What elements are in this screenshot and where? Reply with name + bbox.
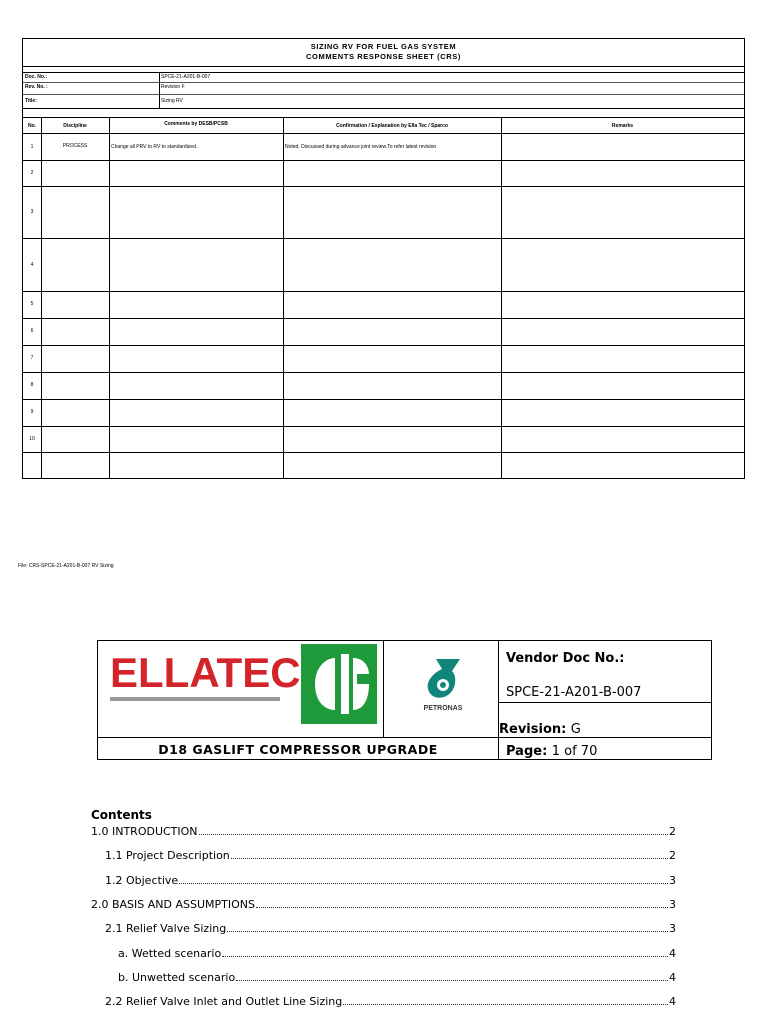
project-title: D18 GASLIFT COMPRESSOR UPGRADE: [158, 742, 438, 757]
toc-entry[interactable]: [118, 971, 676, 986]
toc-entry-title: 2.0 BASIS AND ASSUMPTIONS: [91, 898, 255, 911]
toc-entry[interactable]: [105, 922, 676, 937]
row-number: 9: [30, 409, 34, 415]
toc-entry[interactable]: [105, 874, 676, 889]
toc-entry-page: 4: [669, 995, 676, 1008]
crs-title-line2: COMMENTS RESPONSE SHEET (CRS): [306, 52, 461, 61]
toc-entry-title: 1.1 Project Description: [105, 849, 230, 862]
toc-entry-title: 1.2 Objective: [105, 874, 179, 887]
petronas-label: PETRONAS: [423, 705, 463, 712]
row-number: 2: [30, 170, 34, 176]
revision-label: Revision:: [499, 722, 567, 737]
col-header-no: No.: [27, 123, 37, 129]
col-header-confirmation: Confirmation / Explanation by Ella Tec / Sparco: [336, 123, 448, 129]
crs-title-line1: SIZING RV FOR FUEL GAS SYSTEM: [310, 42, 457, 51]
green-company-logo: [301, 644, 377, 724]
title-label: Title:: [25, 98, 37, 104]
doc-no-value: SPCE-21-A201-B-007: [161, 74, 211, 80]
toc-entry-page: 4: [669, 947, 676, 960]
toc-entry-title: b. Unwetted scenario: [118, 971, 236, 984]
rev-no-value: Revision F: [161, 84, 185, 90]
revision-value: G: [570, 722, 581, 737]
toc-entry[interactable]: [105, 995, 676, 1010]
crs-sheet: [22, 38, 745, 479]
toc-entry-page: 4: [669, 971, 676, 984]
page-value: 1 of 70: [551, 744, 598, 759]
col-header-comments: Comments by DESB/PCSB: [164, 121, 228, 127]
toc-entry-title: 2.2 Relief Valve Inlet and Outlet Line Sizing: [105, 995, 343, 1008]
toc-entry-title: 2.1 Relief Valve Sizing: [105, 922, 227, 935]
ellatec-logo: [98, 641, 303, 737]
doc-no-label: Doc. No.:: [25, 74, 47, 80]
revision-field: [499, 720, 581, 738]
file-footer: File: CRS-SPCE-21-A201-B-007 RV Sizing: [18, 563, 114, 569]
row-number: 6: [30, 328, 34, 334]
toc-entry-page: 3: [669, 898, 676, 911]
row-number: 4: [30, 262, 34, 268]
toc-heading: Contents: [91, 808, 152, 822]
title-value: Sizing RV: [161, 98, 183, 104]
col-header-remarks: Remarks: [611, 123, 634, 129]
row-comment: Change all PRV to RV to standardized.: [111, 144, 198, 150]
col-header-discipline: Discipline: [63, 123, 87, 129]
page-label: Page:: [506, 744, 548, 759]
ellatec-logo-text: ELLATEC: [110, 649, 301, 696]
crs-title: [23, 39, 744, 67]
row-discipline: PROCESS: [62, 143, 88, 149]
toc-entry-page: 2: [669, 849, 676, 862]
row-response: Noted. Discussed during advance joint review.To refer latest revision: [285, 144, 437, 150]
vendor-doc-label: Vendor Doc No.:: [506, 651, 625, 666]
toc-entry-title: a. Wetted scenario: [118, 947, 222, 960]
row-number: 5: [30, 301, 34, 307]
page-field: [506, 742, 597, 760]
toc-entry[interactable]: [91, 898, 676, 913]
row-number: 1: [30, 144, 34, 150]
cover-header: [97, 640, 712, 760]
row-number: 3: [30, 209, 34, 215]
row-number: 7: [30, 355, 34, 361]
toc-entry[interactable]: [105, 849, 676, 864]
toc-entry[interactable]: [91, 825, 676, 840]
row-number: 10: [29, 436, 35, 442]
row-number: 8: [30, 382, 34, 388]
toc-entry-page: 3: [669, 922, 676, 935]
toc-entry-title: 1.0 INTRODUCTION: [91, 825, 198, 838]
toc-entry[interactable]: [118, 947, 676, 962]
petronas-logo: [408, 657, 478, 717]
toc-entry-page: 2: [669, 825, 676, 838]
toc-entry-page: 3: [669, 874, 676, 887]
vendor-doc-value: SPCE-21-A201-B-007: [506, 685, 642, 700]
rev-no-label: Rev. No. :: [25, 84, 48, 90]
